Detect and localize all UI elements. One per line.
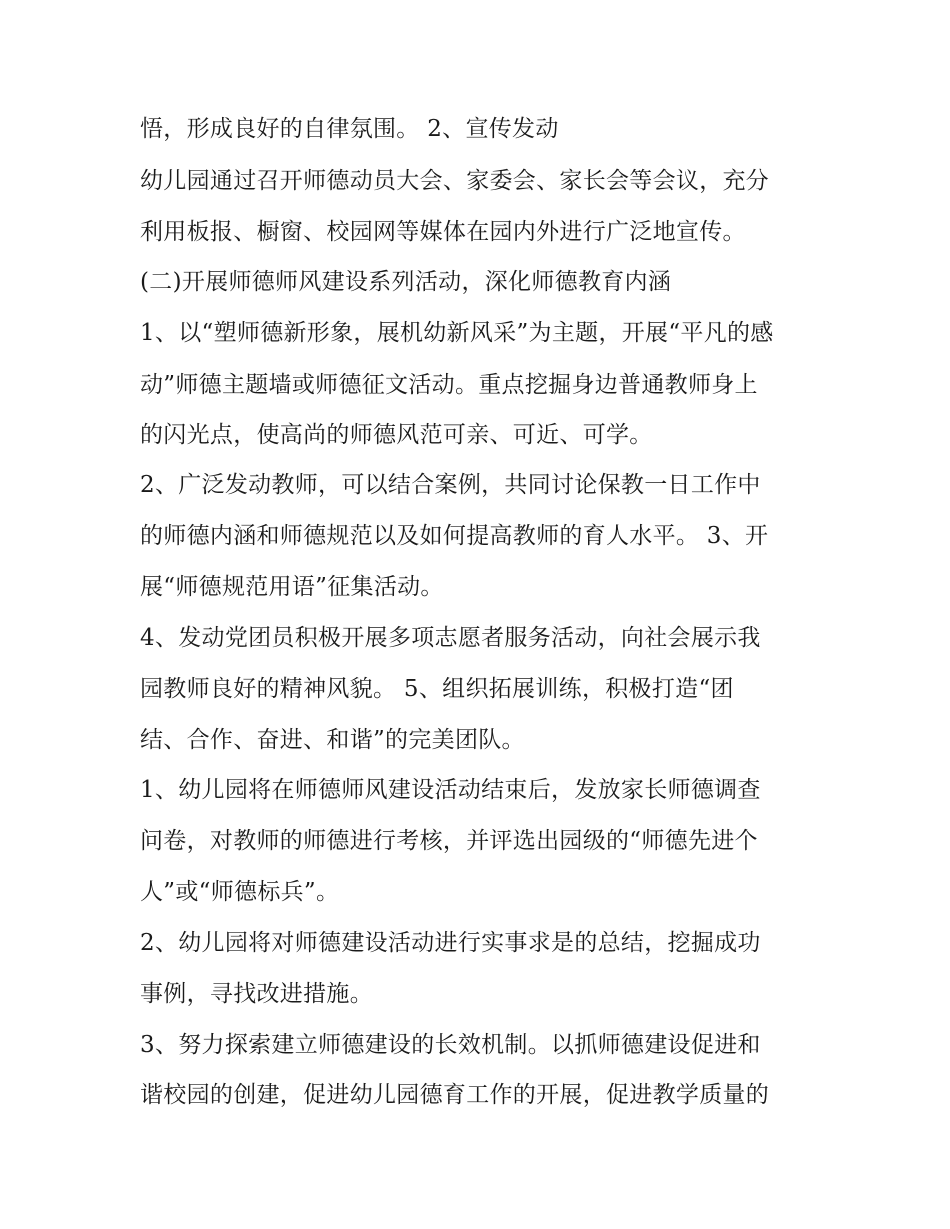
text-line-20: 谐校园的创建，促进幼儿园德育工作的开展，促进教学质量的 xyxy=(140,1082,770,1108)
text-line-2: 幼儿园通过召开师德动员大会、家委会、家长会等会议，充分 xyxy=(140,168,770,194)
text-line-13: 结、合作、奋进、和谐”的完美团队。 xyxy=(140,727,525,753)
text-line-3: 利用板报、橱窗、校园网等媒体在园内外进行广泛地宣传。 xyxy=(140,219,746,245)
text-line-15: 问卷，对教师的师德进行考核，并评选出园级的“师德先进个 xyxy=(140,828,758,854)
text-line-10: 展“师德规范用语”征集活动。 xyxy=(140,574,444,600)
text-line-18: 事例，寻找改进措施。 xyxy=(140,981,373,1007)
text-line-17: 2、幼儿园将对师德建设活动进行实事求是的总结，挖掘成功 xyxy=(140,930,761,956)
section-heading: (二)开展师德师风建设系列活动，深化师德教育内涵 xyxy=(140,269,672,295)
text-line-11: 4、发动党团员积极开展多项志愿者服务活动，向社会展示我 xyxy=(140,625,761,651)
text-line-16: 人”或“师德标兵”。 xyxy=(140,879,340,905)
text-line-6: 动”师德主题墙或师德征文活动。重点挖掘身边普通教师身上 xyxy=(140,372,758,398)
text-line-8: 2、广泛发动教师，可以结合案例，共同讨论保教一日工作中 xyxy=(140,472,761,498)
text-line-5: 1、以“塑师德新形象，展机幼新风采”为主题，开展“平凡的感 xyxy=(140,320,774,346)
text-line-14: 1、幼儿园将在师德师风建设活动结束后，发放家长师德调查 xyxy=(140,777,761,803)
text-line-19: 3、努力探索建立师德建设的长效机制。以抓师德建设促进和 xyxy=(140,1032,761,1058)
text-line-7: 的闪光点，使高尚的师德风范可亲、可近、可学。 xyxy=(140,422,653,448)
text-line-9: 的师德内涵和师德规范以及如何提高教师的育人水平。 3、开 xyxy=(140,523,769,549)
text-line-12: 园教师良好的精神风貌。 5、组织拓展训练，积极打造“团 xyxy=(140,676,734,702)
text-line-1: 悟，形成良好的自律氛围。 2、宣传发动 xyxy=(140,116,559,142)
